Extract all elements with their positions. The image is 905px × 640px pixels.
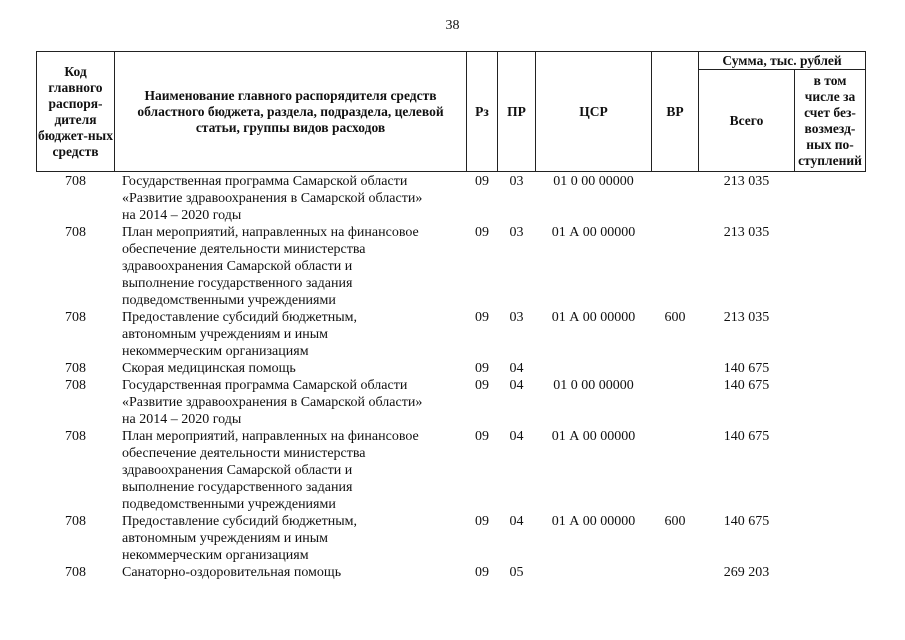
row-name-line: на 2014 – 2020 годы bbox=[122, 208, 242, 223]
row-name-line: Предоставление субсидий бюджетным, bbox=[122, 514, 358, 529]
row-total: 140 675 bbox=[723, 429, 770, 444]
row-code: 708 bbox=[65, 225, 86, 240]
row-pr: 03 bbox=[509, 310, 524, 325]
row-pr: 03 bbox=[509, 174, 524, 189]
table-row bbox=[0, 564, 905, 581]
header-rz: Рз bbox=[466, 51, 498, 172]
row-name-line: на 2014 – 2020 годы bbox=[122, 412, 242, 427]
row-name-line: План мероприятий, направленных на финансовое bbox=[122, 429, 419, 444]
row-total: 213 035 bbox=[723, 225, 770, 240]
row-name-line: выполнение государственного задания bbox=[122, 276, 353, 291]
row-rz: 09 bbox=[475, 174, 489, 189]
row-name-line: План мероприятий, направленных на финансовое bbox=[122, 225, 419, 240]
row-pr: 04 bbox=[509, 361, 524, 376]
row-name-line: Предоставление субсидий бюджетным, bbox=[122, 310, 358, 325]
table-row bbox=[0, 360, 905, 377]
row-csr: 01 0 00 00000 bbox=[553, 174, 634, 189]
row-csr: 01 А 00 00000 bbox=[551, 310, 636, 325]
row-vr: 600 bbox=[664, 310, 686, 325]
row-name-line: автономным учреждениям и иным bbox=[122, 327, 329, 342]
row-name-line: обеспечение деятельности министерства bbox=[122, 242, 366, 257]
row-name bbox=[122, 224, 467, 309]
row-name-line: некоммерческим организациям bbox=[122, 344, 309, 359]
table-row bbox=[0, 224, 905, 309]
row-code: 708 bbox=[65, 565, 86, 580]
header-sum: Сумма, тыс. рублей bbox=[698, 51, 866, 70]
page-number: 38 bbox=[445, 18, 460, 33]
row-pr: 04 bbox=[509, 429, 524, 444]
row-name-line: подведомственными учреждениями bbox=[122, 497, 336, 512]
row-total: 140 675 bbox=[723, 361, 770, 376]
row-name-line: здравоохранения Самарской области и bbox=[122, 463, 353, 478]
row-name bbox=[122, 428, 467, 513]
row-rz: 09 bbox=[475, 514, 489, 529]
row-csr: 01 А 00 00000 bbox=[551, 429, 636, 444]
table-row bbox=[0, 428, 905, 513]
row-rz: 09 bbox=[475, 361, 489, 376]
row-csr: 01 0 00 00000 bbox=[553, 378, 634, 393]
row-name-line: подведомственными учреждениями bbox=[122, 293, 336, 308]
header-total: Всего bbox=[698, 69, 795, 172]
row-name-line: выполнение государственного задания bbox=[122, 480, 353, 495]
row-total: 140 675 bbox=[723, 514, 770, 529]
row-name bbox=[122, 513, 467, 564]
row-name-line: «Развитие здравоохранения в Самарской области» bbox=[122, 191, 423, 206]
row-name-line: Скорая медицинская помощь bbox=[122, 361, 296, 376]
row-name-line: автономным учреждениям и иным bbox=[122, 531, 329, 546]
row-code: 708 bbox=[65, 310, 86, 325]
row-rz: 09 bbox=[475, 565, 489, 580]
row-name bbox=[122, 564, 467, 581]
row-name bbox=[122, 309, 467, 360]
row-total: 269 203 bbox=[723, 565, 770, 580]
table-body bbox=[0, 173, 905, 581]
row-code: 708 bbox=[65, 429, 86, 444]
table-row bbox=[0, 309, 905, 360]
row-code: 708 bbox=[65, 174, 86, 189]
row-name-line: Санаторно-оздоровительная помощь bbox=[122, 565, 342, 580]
row-rz: 09 bbox=[475, 378, 489, 393]
row-name bbox=[122, 377, 467, 428]
header-code: Код главного распоря-дителя бюджет-ных средств bbox=[36, 51, 115, 172]
row-name-line: Государственная программа Самарской области bbox=[122, 174, 408, 189]
row-code: 708 bbox=[65, 514, 86, 529]
row-pr: 05 bbox=[509, 565, 524, 580]
row-total: 213 035 bbox=[723, 174, 770, 189]
row-pr: 03 bbox=[509, 225, 524, 240]
header-pr: ПР bbox=[497, 51, 536, 172]
row-code: 708 bbox=[65, 378, 86, 393]
row-csr: 01 А 00 00000 bbox=[551, 225, 636, 240]
row-name bbox=[122, 173, 467, 224]
row-rz: 09 bbox=[475, 310, 489, 325]
header-free-receipts: в том числе за счет без-возмезд-ных по-ступлений bbox=[794, 69, 866, 172]
row-name bbox=[122, 360, 467, 377]
header-name: Наименование главного распорядителя средств областного бюджета, раздела, подраздела, целевой статьи, группы видов расходов bbox=[114, 51, 467, 172]
table-row bbox=[0, 173, 905, 224]
row-name-line: Государственная программа Самарской области bbox=[122, 378, 408, 393]
table-row bbox=[0, 513, 905, 564]
row-total: 140 675 bbox=[723, 378, 770, 393]
row-csr: 01 А 00 00000 bbox=[551, 514, 636, 529]
header-vr: ВР bbox=[651, 51, 699, 172]
table-row bbox=[0, 377, 905, 428]
row-name-line: здравоохранения Самарской области и bbox=[122, 259, 353, 274]
row-rz: 09 bbox=[475, 225, 489, 240]
row-rz: 09 bbox=[475, 429, 489, 444]
row-code: 708 bbox=[65, 361, 86, 376]
row-name-line: некоммерческим организациям bbox=[122, 548, 309, 563]
row-pr: 04 bbox=[509, 514, 524, 529]
row-pr: 04 bbox=[509, 378, 524, 393]
row-name-line: обеспечение деятельности министерства bbox=[122, 446, 366, 461]
row-total: 213 035 bbox=[723, 310, 770, 325]
header-csr: ЦСР bbox=[535, 51, 652, 172]
row-name-line: «Развитие здравоохранения в Самарской области» bbox=[122, 395, 423, 410]
row-vr: 600 bbox=[664, 514, 686, 529]
